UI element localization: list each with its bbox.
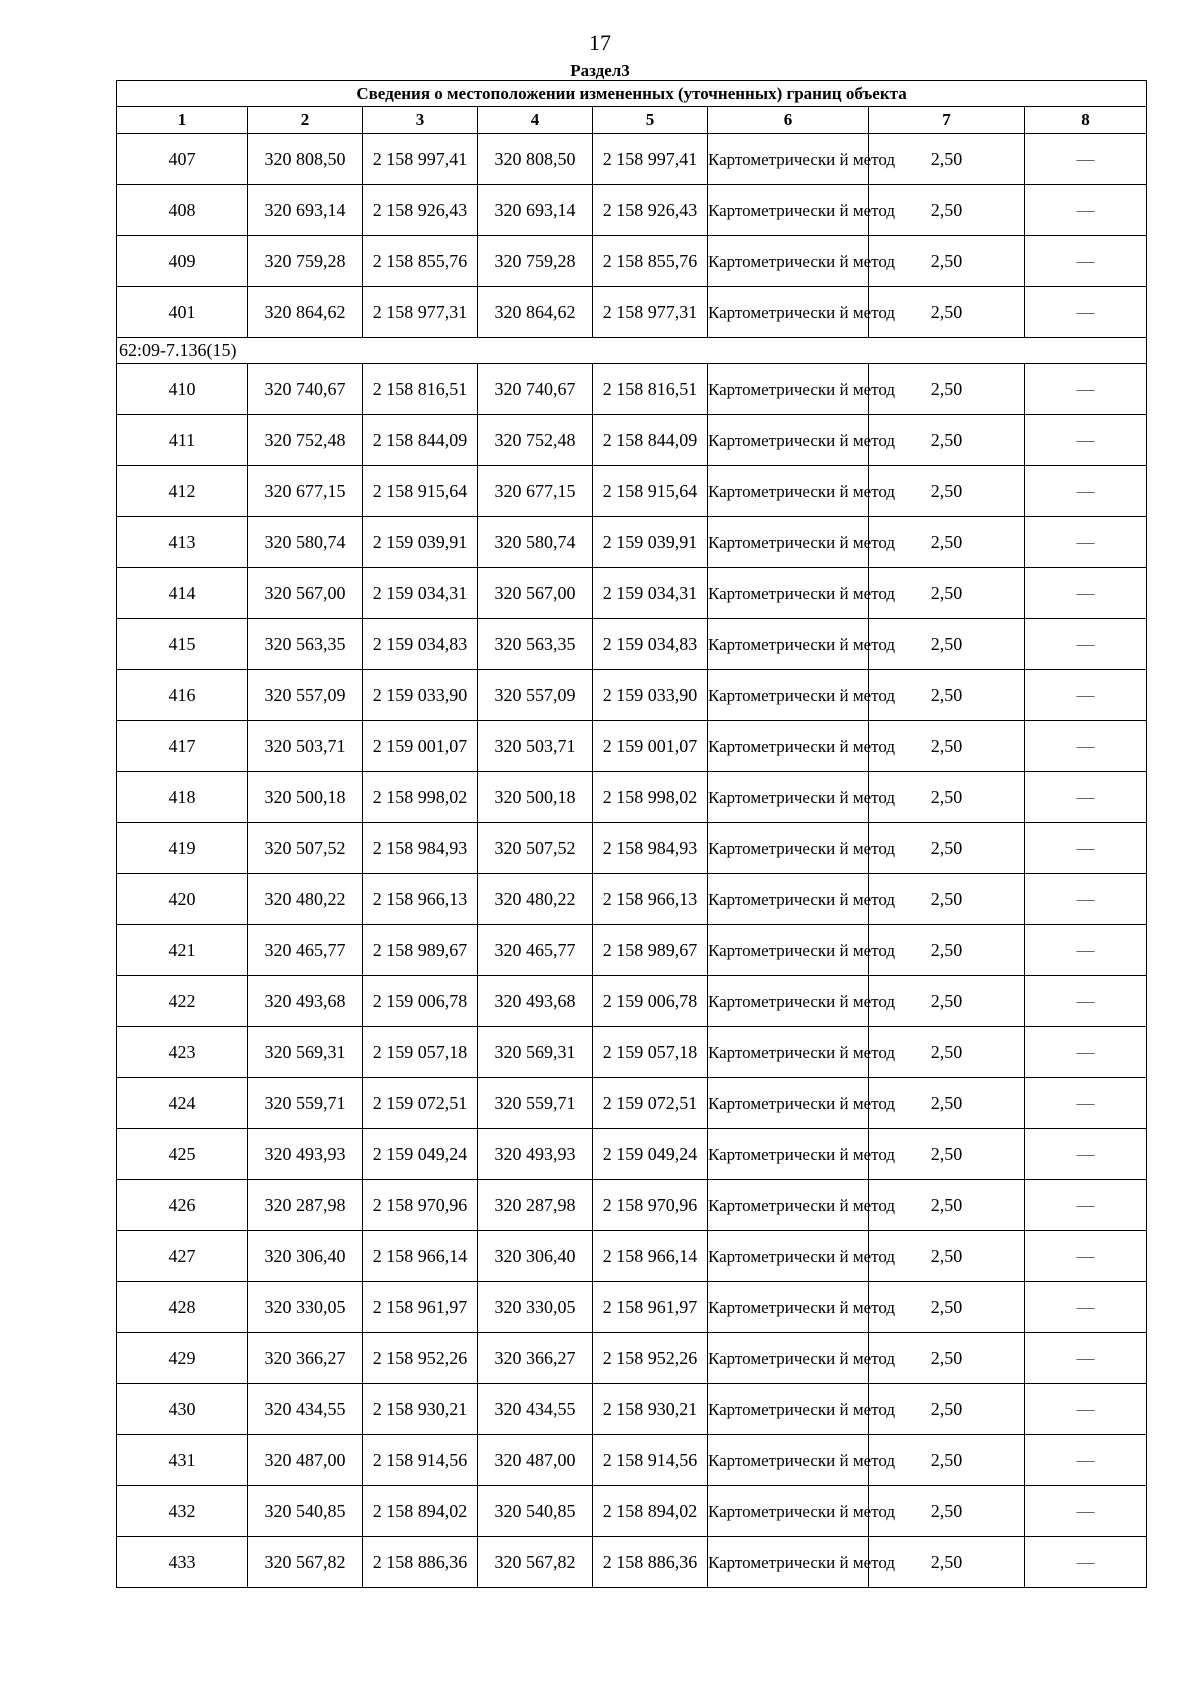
method-cell: Картометрически й метод [708, 1282, 869, 1333]
method-cell: Картометрически й метод [708, 976, 869, 1027]
point-number-cell: 414 [117, 568, 248, 619]
table-row [117, 287, 1147, 338]
table-row [117, 874, 1147, 925]
method-cell: Картометрически й метод [708, 1027, 869, 1078]
accuracy-cell: 2,50 [869, 134, 1025, 185]
point-number-cell: 433 [117, 1537, 248, 1588]
y-new-cell: 2 158 998,02 [593, 772, 708, 823]
point-number-cell: 412 [117, 466, 248, 517]
method-cell: Картометрически й метод [708, 1435, 869, 1486]
x-old-cell: 320 567,00 [248, 568, 363, 619]
accuracy-cell: 2,50 [869, 1027, 1025, 1078]
x-new-cell: 320 507,52 [478, 823, 593, 874]
table-row [117, 1486, 1147, 1537]
y-old-cell: 2 158 970,96 [363, 1180, 478, 1231]
accuracy-cell: 2,50 [869, 874, 1025, 925]
description-cell: — [1025, 670, 1147, 721]
group-label: 62:09-7.136(15) [117, 338, 1147, 364]
y-new-cell: 2 158 886,36 [593, 1537, 708, 1588]
y-new-cell: 2 158 961,97 [593, 1282, 708, 1333]
table-row [117, 1231, 1147, 1282]
point-number-cell: 423 [117, 1027, 248, 1078]
group-row [117, 338, 1147, 364]
accuracy-cell: 2,50 [869, 925, 1025, 976]
y-old-cell: 2 158 894,02 [363, 1486, 478, 1537]
y-old-cell: 2 158 966,13 [363, 874, 478, 925]
x-old-cell: 320 808,50 [248, 134, 363, 185]
y-old-cell: 2 159 001,07 [363, 721, 478, 772]
point-number-cell: 424 [117, 1078, 248, 1129]
description-cell: — [1025, 1333, 1147, 1384]
y-new-cell: 2 159 072,51 [593, 1078, 708, 1129]
table-row [117, 1282, 1147, 1333]
description-cell: — [1025, 1435, 1147, 1486]
method-cell: Картометрически й метод [708, 925, 869, 976]
x-new-cell: 320 580,74 [478, 517, 593, 568]
x-old-cell: 320 759,28 [248, 236, 363, 287]
point-number-cell: 422 [117, 976, 248, 1027]
x-new-cell: 320 434,55 [478, 1384, 593, 1435]
column-number-1: 1 [117, 107, 248, 134]
description-cell: — [1025, 619, 1147, 670]
y-old-cell: 2 159 057,18 [363, 1027, 478, 1078]
accuracy-cell: 2,50 [869, 1231, 1025, 1282]
point-number-cell: 408 [117, 185, 248, 236]
x-old-cell: 320 287,98 [248, 1180, 363, 1231]
x-new-cell: 320 864,62 [478, 287, 593, 338]
x-old-cell: 320 500,18 [248, 772, 363, 823]
table-row [117, 466, 1147, 517]
y-old-cell: 2 158 997,41 [363, 134, 478, 185]
description-cell: — [1025, 1078, 1147, 1129]
y-new-cell: 2 158 855,76 [593, 236, 708, 287]
accuracy-cell: 2,50 [869, 670, 1025, 721]
accuracy-cell: 2,50 [869, 721, 1025, 772]
y-old-cell: 2 159 034,83 [363, 619, 478, 670]
method-cell: Картометрически й метод [708, 364, 869, 415]
y-old-cell: 2 158 966,14 [363, 1231, 478, 1282]
x-new-cell: 320 503,71 [478, 721, 593, 772]
column-number-6: 6 [708, 107, 869, 134]
x-old-cell: 320 306,40 [248, 1231, 363, 1282]
table-row [117, 134, 1147, 185]
accuracy-cell: 2,50 [869, 1078, 1025, 1129]
x-old-cell: 320 366,27 [248, 1333, 363, 1384]
column-numbers-row [117, 107, 1147, 134]
column-number-5: 5 [593, 107, 708, 134]
table-body [117, 134, 1147, 1588]
y-new-cell: 2 158 926,43 [593, 185, 708, 236]
x-old-cell: 320 540,85 [248, 1486, 363, 1537]
x-old-cell: 320 693,14 [248, 185, 363, 236]
table-row [117, 925, 1147, 976]
point-number-cell: 432 [117, 1486, 248, 1537]
x-old-cell: 320 677,15 [248, 466, 363, 517]
method-cell: Картометрически й метод [708, 772, 869, 823]
accuracy-cell: 2,50 [869, 287, 1025, 338]
table-row [117, 1180, 1147, 1231]
accuracy-cell: 2,50 [869, 1384, 1025, 1435]
point-number-cell: 427 [117, 1231, 248, 1282]
x-old-cell: 320 330,05 [248, 1282, 363, 1333]
table-row [117, 1537, 1147, 1588]
table-row [117, 976, 1147, 1027]
y-new-cell: 2 158 970,96 [593, 1180, 708, 1231]
y-new-cell: 2 159 034,31 [593, 568, 708, 619]
x-new-cell: 320 569,31 [478, 1027, 593, 1078]
method-cell: Картометрически й метод [708, 874, 869, 925]
y-old-cell: 2 158 984,93 [363, 823, 478, 874]
y-new-cell: 2 159 033,90 [593, 670, 708, 721]
y-old-cell: 2 159 033,90 [363, 670, 478, 721]
table-row [117, 568, 1147, 619]
x-new-cell: 320 480,22 [478, 874, 593, 925]
method-cell: Картометрически й метод [708, 236, 869, 287]
method-cell: Картометрически й метод [708, 1384, 869, 1435]
y-new-cell: 2 159 001,07 [593, 721, 708, 772]
y-new-cell: 2 158 952,26 [593, 1333, 708, 1384]
description-cell: — [1025, 1282, 1147, 1333]
x-new-cell: 320 287,98 [478, 1180, 593, 1231]
point-number-cell: 431 [117, 1435, 248, 1486]
y-old-cell: 2 158 930,21 [363, 1384, 478, 1435]
method-cell: Картометрически й метод [708, 1078, 869, 1129]
point-number-cell: 425 [117, 1129, 248, 1180]
method-cell: Картометрически й метод [708, 721, 869, 772]
x-old-cell: 320 740,67 [248, 364, 363, 415]
point-number-cell: 409 [117, 236, 248, 287]
x-new-cell: 320 487,00 [478, 1435, 593, 1486]
accuracy-cell: 2,50 [869, 823, 1025, 874]
accuracy-cell: 2,50 [869, 185, 1025, 236]
point-number-cell: 418 [117, 772, 248, 823]
accuracy-cell: 2,50 [869, 364, 1025, 415]
x-old-cell: 320 580,74 [248, 517, 363, 568]
x-new-cell: 320 677,15 [478, 466, 593, 517]
y-new-cell: 2 158 816,51 [593, 364, 708, 415]
description-cell: — [1025, 874, 1147, 925]
y-old-cell: 2 158 961,97 [363, 1282, 478, 1333]
point-number-cell: 415 [117, 619, 248, 670]
column-number-7: 7 [869, 107, 1025, 134]
x-old-cell: 320 569,31 [248, 1027, 363, 1078]
method-cell: Картометрически й метод [708, 1537, 869, 1588]
x-new-cell: 320 493,68 [478, 976, 593, 1027]
table-row [117, 619, 1147, 670]
table-row [117, 415, 1147, 466]
accuracy-cell: 2,50 [869, 1282, 1025, 1333]
x-new-cell: 320 740,67 [478, 364, 593, 415]
x-new-cell: 320 330,05 [478, 1282, 593, 1333]
accuracy-cell: 2,50 [869, 236, 1025, 287]
method-cell: Картометрически й метод [708, 670, 869, 721]
point-number-cell: 428 [117, 1282, 248, 1333]
accuracy-cell: 2,50 [869, 1129, 1025, 1180]
table-row [117, 1384, 1147, 1435]
description-cell: — [1025, 466, 1147, 517]
accuracy-cell: 2,50 [869, 1486, 1025, 1537]
description-cell: — [1025, 1486, 1147, 1537]
table-row [117, 823, 1147, 874]
description-cell: — [1025, 236, 1147, 287]
method-cell: Картометрически й метод [708, 466, 869, 517]
x-old-cell: 320 434,55 [248, 1384, 363, 1435]
accuracy-cell: 2,50 [869, 1180, 1025, 1231]
y-old-cell: 2 159 006,78 [363, 976, 478, 1027]
y-new-cell: 2 158 966,13 [593, 874, 708, 925]
point-number-cell: 416 [117, 670, 248, 721]
y-new-cell: 2 159 006,78 [593, 976, 708, 1027]
x-old-cell: 320 559,71 [248, 1078, 363, 1129]
y-new-cell: 2 159 057,18 [593, 1027, 708, 1078]
table-row [117, 185, 1147, 236]
y-old-cell: 2 158 855,76 [363, 236, 478, 287]
point-number-cell: 426 [117, 1180, 248, 1231]
method-cell: Картометрически й метод [708, 185, 869, 236]
table-row [117, 772, 1147, 823]
description-cell: — [1025, 1537, 1147, 1588]
y-old-cell: 2 158 844,09 [363, 415, 478, 466]
table-row [117, 1129, 1147, 1180]
method-cell: Картометрически й метод [708, 1231, 869, 1282]
coordinates-table [116, 80, 1147, 1588]
y-new-cell: 2 158 894,02 [593, 1486, 708, 1537]
table-row [117, 721, 1147, 772]
x-new-cell: 320 493,93 [478, 1129, 593, 1180]
x-old-cell: 320 493,68 [248, 976, 363, 1027]
y-new-cell: 2 159 039,91 [593, 517, 708, 568]
y-old-cell: 2 159 072,51 [363, 1078, 478, 1129]
y-new-cell: 2 158 915,64 [593, 466, 708, 517]
x-new-cell: 320 808,50 [478, 134, 593, 185]
y-new-cell: 2 158 930,21 [593, 1384, 708, 1435]
x-new-cell: 320 540,85 [478, 1486, 593, 1537]
accuracy-cell: 2,50 [869, 517, 1025, 568]
table-row [117, 1435, 1147, 1486]
point-number-cell: 419 [117, 823, 248, 874]
accuracy-cell: 2,50 [869, 1333, 1025, 1384]
x-old-cell: 320 480,22 [248, 874, 363, 925]
x-old-cell: 320 557,09 [248, 670, 363, 721]
method-cell: Картометрически й метод [708, 415, 869, 466]
y-old-cell: 2 158 977,31 [363, 287, 478, 338]
table-row [117, 236, 1147, 287]
y-new-cell: 2 158 977,31 [593, 287, 708, 338]
table-row [117, 1027, 1147, 1078]
y-new-cell: 2 158 984,93 [593, 823, 708, 874]
table-row [117, 517, 1147, 568]
accuracy-cell: 2,50 [869, 772, 1025, 823]
description-cell: — [1025, 976, 1147, 1027]
x-new-cell: 320 563,35 [478, 619, 593, 670]
method-cell: Картометрически й метод [708, 823, 869, 874]
x-old-cell: 320 465,77 [248, 925, 363, 976]
x-new-cell: 320 752,48 [478, 415, 593, 466]
y-old-cell: 2 158 926,43 [363, 185, 478, 236]
point-number-cell: 420 [117, 874, 248, 925]
table-row [117, 1333, 1147, 1384]
description-cell: — [1025, 364, 1147, 415]
y-old-cell: 2 159 034,31 [363, 568, 478, 619]
column-number-8: 8 [1025, 107, 1147, 134]
y-new-cell: 2 159 049,24 [593, 1129, 708, 1180]
description-cell: — [1025, 287, 1147, 338]
method-cell: Картометрически й метод [708, 517, 869, 568]
description-cell: — [1025, 134, 1147, 185]
description-cell: — [1025, 517, 1147, 568]
y-old-cell: 2 158 989,67 [363, 925, 478, 976]
point-number-cell: 430 [117, 1384, 248, 1435]
x-old-cell: 320 487,00 [248, 1435, 363, 1486]
column-number-2: 2 [248, 107, 363, 134]
column-number-3: 3 [363, 107, 478, 134]
y-new-cell: 2 158 844,09 [593, 415, 708, 466]
point-number-cell: 407 [117, 134, 248, 185]
x-old-cell: 320 503,71 [248, 721, 363, 772]
page-number: 17 [589, 30, 611, 55]
x-new-cell: 320 465,77 [478, 925, 593, 976]
x-old-cell: 320 493,93 [248, 1129, 363, 1180]
method-cell: Картометрически й метод [708, 1129, 869, 1180]
y-old-cell: 2 158 952,26 [363, 1333, 478, 1384]
description-cell: — [1025, 185, 1147, 236]
table-caption: Сведения о местоположении измененных (уточненных) границ объекта [117, 81, 1147, 107]
y-old-cell: 2 158 886,36 [363, 1537, 478, 1588]
table-row [117, 670, 1147, 721]
point-number-cell: 410 [117, 364, 248, 415]
y-new-cell: 2 158 966,14 [593, 1231, 708, 1282]
x-new-cell: 320 500,18 [478, 772, 593, 823]
description-cell: — [1025, 772, 1147, 823]
x-new-cell: 320 693,14 [478, 185, 593, 236]
description-cell: — [1025, 925, 1147, 976]
x-new-cell: 320 306,40 [478, 1231, 593, 1282]
method-cell: Картометрически й метод [708, 568, 869, 619]
accuracy-cell: 2,50 [869, 976, 1025, 1027]
x-old-cell: 320 752,48 [248, 415, 363, 466]
y-old-cell: 2 159 049,24 [363, 1129, 478, 1180]
point-number-cell: 421 [117, 925, 248, 976]
method-cell: Картометрически й метод [708, 1486, 869, 1537]
x-old-cell: 320 563,35 [248, 619, 363, 670]
x-old-cell: 320 567,82 [248, 1537, 363, 1588]
accuracy-cell: 2,50 [869, 619, 1025, 670]
method-cell: Картометрически й метод [708, 287, 869, 338]
y-old-cell: 2 158 915,64 [363, 466, 478, 517]
description-cell: — [1025, 1231, 1147, 1282]
method-cell: Картометрически й метод [708, 1333, 869, 1384]
y-new-cell: 2 158 997,41 [593, 134, 708, 185]
description-cell: — [1025, 1180, 1147, 1231]
table-row [117, 1078, 1147, 1129]
point-number-cell: 411 [117, 415, 248, 466]
point-number-cell: 401 [117, 287, 248, 338]
x-new-cell: 320 567,00 [478, 568, 593, 619]
point-number-cell: 413 [117, 517, 248, 568]
method-cell: Картометрически й метод [708, 134, 869, 185]
table-row [117, 364, 1147, 415]
y-old-cell: 2 159 039,91 [363, 517, 478, 568]
y-new-cell: 2 159 034,83 [593, 619, 708, 670]
x-new-cell: 320 567,82 [478, 1537, 593, 1588]
method-cell: Картометрически й метод [708, 619, 869, 670]
x-old-cell: 320 864,62 [248, 287, 363, 338]
description-cell: — [1025, 1384, 1147, 1435]
y-new-cell: 2 158 914,56 [593, 1435, 708, 1486]
point-number-cell: 417 [117, 721, 248, 772]
accuracy-cell: 2,50 [869, 568, 1025, 619]
method-cell: Картометрически й метод [708, 1180, 869, 1231]
point-number-cell: 429 [117, 1333, 248, 1384]
description-cell: — [1025, 1129, 1147, 1180]
description-cell: — [1025, 415, 1147, 466]
x-new-cell: 320 759,28 [478, 236, 593, 287]
description-cell: — [1025, 568, 1147, 619]
accuracy-cell: 2,50 [869, 1537, 1025, 1588]
x-new-cell: 320 366,27 [478, 1333, 593, 1384]
accuracy-cell: 2,50 [869, 1435, 1025, 1486]
description-cell: — [1025, 1027, 1147, 1078]
y-new-cell: 2 158 989,67 [593, 925, 708, 976]
description-cell: — [1025, 823, 1147, 874]
x-new-cell: 320 559,71 [478, 1078, 593, 1129]
description-cell: — [1025, 721, 1147, 772]
column-number-4: 4 [478, 107, 593, 134]
y-old-cell: 2 158 914,56 [363, 1435, 478, 1486]
x-old-cell: 320 507,52 [248, 823, 363, 874]
section-title: Раздел3 [570, 61, 630, 80]
y-old-cell: 2 158 998,02 [363, 772, 478, 823]
y-old-cell: 2 158 816,51 [363, 364, 478, 415]
accuracy-cell: 2,50 [869, 415, 1025, 466]
accuracy-cell: 2,50 [869, 466, 1025, 517]
x-new-cell: 320 557,09 [478, 670, 593, 721]
